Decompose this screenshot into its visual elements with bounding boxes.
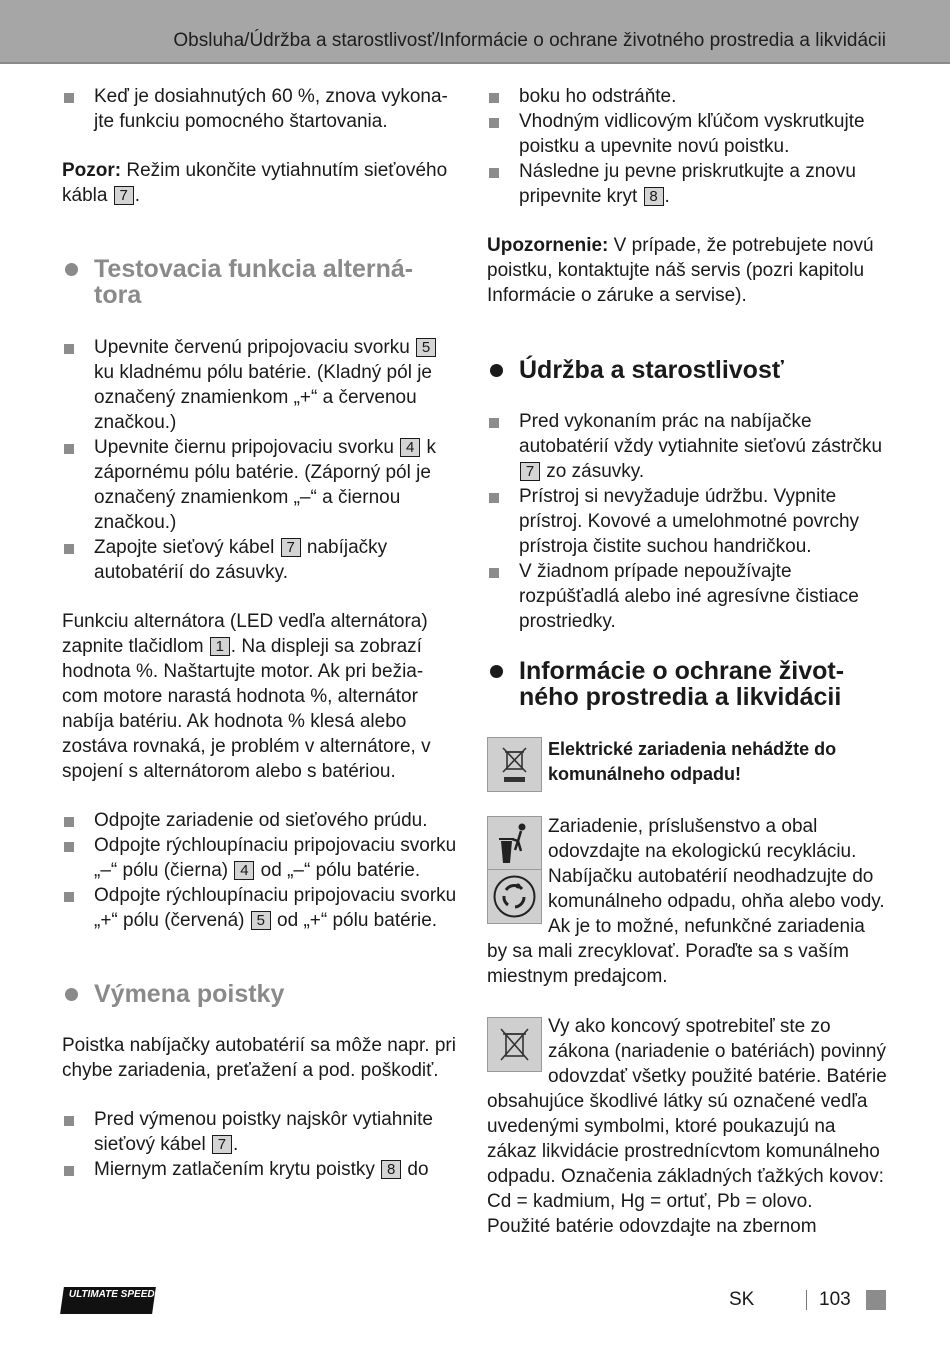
ref-box: 5	[251, 911, 271, 930]
list-item-text: V žiadnom prípade nepoužívajte rozpúšťadlá alebo iné agresívne čistiace prostriedky.	[519, 561, 859, 632]
list-item	[487, 109, 887, 159]
list-item-text: Odpojte rýchloupínaciu pripojovaciu svorku „–“ pólu (čierna)	[94, 835, 457, 881]
heading-fuse: Výmena poistky	[62, 981, 458, 1007]
footer-divider	[806, 1290, 807, 1310]
bullet-list-start	[62, 84, 458, 134]
list-item-text: ku kladnému pólu batérie. (Kladný pól je označený znamienkom „+“ a červenou značkou.)	[94, 362, 432, 433]
list-item-text: od „+“ pólu batérie.	[271, 910, 438, 931]
header-bar	[0, 0, 950, 64]
heading-environment: Informácie o ochrane život- ného prostredia a likvidácii	[487, 658, 887, 710]
list-item	[62, 883, 458, 933]
list-item-text: nabíjačky autobatérií do zásuvky.	[94, 537, 388, 583]
list-item-text: Odpojte zariadenie od sieťového prúdu.	[94, 810, 428, 831]
ref-box: 8	[644, 187, 664, 206]
battery-last-line: Použité batérie odovzdajte na zbernom	[487, 1216, 817, 1237]
battery-block	[487, 1014, 887, 1239]
weee-bin-icon	[487, 737, 542, 792]
list-item	[487, 84, 887, 109]
warning-text: Režim ukončite vytiahnutím sieťového kábla	[62, 160, 448, 206]
footer-square-icon	[866, 1290, 886, 1310]
list-item	[487, 409, 887, 484]
alternator-paragraph	[62, 609, 458, 784]
warning-text-end: .	[134, 185, 140, 206]
left-column	[62, 84, 458, 1182]
heading-care: Údržba a starostlivosť	[487, 357, 887, 383]
list-item	[487, 484, 887, 559]
alternator-list	[62, 335, 458, 585]
list-item-text: Vhodným vidlicovým kľúčom vyskrutkujte poistku a upevnite novú poistku.	[519, 111, 865, 157]
list-item	[62, 1107, 458, 1157]
warning-label: Pozor:	[62, 160, 122, 181]
trash-person-icon	[487, 816, 542, 871]
ref-box: 8	[381, 1160, 401, 1179]
weee-row	[487, 737, 887, 793]
recycle-block	[487, 814, 887, 989]
ref-box: 7	[520, 462, 540, 481]
list-item-text: Pred výmenou poistky najskôr vytiahnite sieťový kábel	[94, 1109, 433, 1155]
language-code: SK	[729, 1289, 755, 1310]
list-item	[62, 808, 458, 833]
ref-box: 7	[212, 1135, 232, 1154]
weee-text: Elektrické zariadenia nehádžte do komunálneho odpadu!	[548, 739, 837, 784]
list-item-text: Miernym zatlačením krytu poistky	[94, 1159, 381, 1180]
list-item-text: Prístroj si nevyžaduje údržbu. Vypnite prístroj. Kovové a umelohmotné povrchy prístroja čistite suchou handričkou.	[519, 486, 860, 557]
list-item-text: Následne ju pevne priskrutkujte a znovu pripevnite kryt	[519, 161, 856, 207]
list-item-text: k zápornému pólu batérie. (Záporný pól je označený znamienkom „–“ a čiernou značkou.)	[94, 437, 436, 533]
list-item-text: .	[664, 186, 670, 207]
list-item-text: Odpojte rýchloupínaciu pripojovaciu svorku „+“ pólu (červená)	[94, 885, 457, 931]
list-item	[62, 335, 458, 435]
list-item-text: Upevnite červenú pripojovaciu svorku	[94, 337, 416, 358]
recycle-icon	[487, 869, 542, 924]
brand-logo-text: ULTIMATE SPEED	[68, 1289, 155, 1300]
list-item-text: Pred vykonaním prác na nabíjačke autobatérií vždy vytiahnite sieťovú zástrčku	[519, 411, 883, 457]
page-number: 103	[819, 1289, 851, 1310]
right-column	[487, 84, 887, 1239]
notice-paragraph	[487, 233, 887, 308]
ref-box: 1	[210, 637, 230, 656]
fuse-paragraph: Poistka nabíjačky autobatérií sa môže napr. pri chybe zariadenia, preťažení a pod. poškodiť.	[62, 1035, 456, 1081]
text: . Na displeji sa zobrazí hodnota %. Naštartujte motor. Ak pri bežia-com motore narastá hodnota %, alternátor nabíja batériu. Ak hodnota % klesá alebo zostáva rovnaká, je problém v alternátore, v spojení s alternátorom alebo s batériou.	[62, 636, 431, 782]
battery-paragraph: Vy ako koncový spotrebiteľ ste zo zákona (nariadenie o batériách) povinný odovzdať všetky použité batérie. Batérie obsahujúce škodlivé látky sú označené vedľa uvedenými symbolmi, ktoré poukazujú na zákaz likvidácie prostrednícvtom komunálneho odpadu. Označenia základných ťažkých kovov: Cd = kadmium, Hg = ortuť, Pb = olovo.	[487, 1016, 887, 1212]
list-item	[62, 833, 458, 883]
list-item	[487, 559, 887, 634]
ref-box: 7	[281, 538, 301, 557]
warning-paragraph	[62, 158, 458, 208]
recycle-paragraph: Zariadenie, príslušenstvo a obal odovzdajte na ekologickú recykláciu. Nabíjačku autobatérií neodhadzujte do komunálneho odpadu, ohňa alebo vody. Ak je to možné, nefunkčné zariadenia by sa mali zrecyklovať. Poraďte sa s vaším miestnym predajcom.	[487, 816, 885, 987]
care-list	[487, 409, 887, 634]
brand-logo	[60, 1287, 156, 1314]
list-item	[62, 1157, 458, 1182]
list-item-text: boku ho odstráňte.	[519, 86, 677, 107]
ref-box: 5	[416, 338, 436, 357]
battery-bin-icon	[487, 1017, 542, 1072]
notice-text: V prípade, že potrebujete novú poistku, kontaktujte náš servis (pozri kapitolu Informácie o záruke a servise).	[487, 235, 874, 306]
list-item	[62, 435, 458, 535]
list-item-text: do	[402, 1159, 429, 1180]
header-title: Obsluha/Údržba a starostlivosť/Informácie o ochrane životného prostredia a likvidácii	[173, 30, 886, 51]
fuse-list-continued	[487, 84, 887, 209]
text: Funkciu alternátora (LED vedľa alternátora) zapnite tlačidlom	[62, 611, 428, 657]
heading-alternator: Testovacia funkcia alterná- tora	[62, 256, 458, 308]
list-item	[487, 159, 887, 209]
disconnect-list	[62, 808, 458, 933]
list-item-text: .	[232, 1134, 239, 1155]
list-item-text: Upevnite čiernu pripojovaciu svorku	[94, 437, 400, 458]
ref-box: 4	[400, 438, 420, 457]
fuse-list	[62, 1107, 458, 1182]
ref-box: 7	[114, 186, 134, 205]
list-item-text: Zapojte sieťový kábel	[94, 537, 280, 558]
list-item: Keď je dosiahnutých 60 %, znova vykona- jte funkciu pomocného štartovania.	[62, 84, 458, 134]
notice-label: Upozornenie:	[487, 235, 609, 256]
list-item-text: od „–“ pólu batérie.	[255, 860, 421, 881]
list-item	[62, 535, 458, 585]
list-item-text: zo zásuvky.	[541, 461, 645, 482]
ref-box: 4	[234, 861, 254, 880]
